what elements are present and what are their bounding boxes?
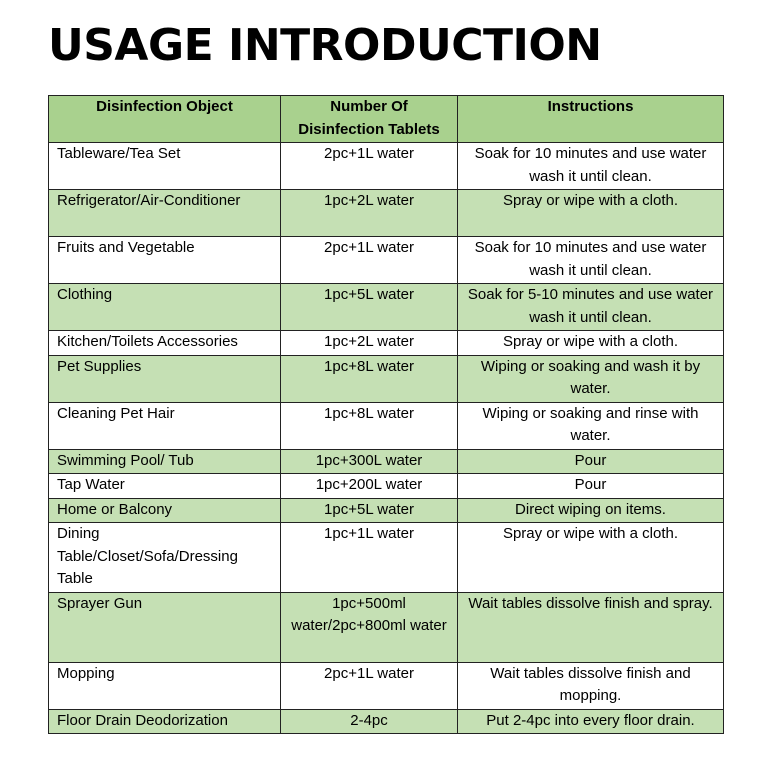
- cell-object: Fruits and Vegetable: [49, 237, 281, 284]
- cell-tablets: 2-4pc: [281, 709, 458, 734]
- header-number-of-tablets: Number Of Disinfection Tablets: [281, 96, 458, 143]
- page-title: USAGE INTRODUCTION: [48, 20, 602, 71]
- cell-instructions: Pour: [458, 449, 724, 474]
- cell-tablets: 1pc+1L water: [281, 523, 458, 593]
- cell-instructions: Spray or wipe with a cloth.: [458, 190, 724, 237]
- table-row: [49, 498, 724, 523]
- cell-object: Clothing: [49, 284, 281, 331]
- cell-tablets: 1pc+5L water: [281, 284, 458, 331]
- cell-tablets: 2pc+1L water: [281, 143, 458, 190]
- cell-tablets: 1pc+8L water: [281, 402, 458, 449]
- table-row: [49, 190, 724, 237]
- table-row: [49, 284, 724, 331]
- cell-object: Dining Table/Closet/Sofa/Dressing Table: [49, 523, 281, 593]
- cell-object: Mopping: [49, 662, 281, 709]
- cell-instructions: Wait tables dissolve finish and mopping.: [458, 662, 724, 709]
- cell-instructions: Soak for 10 minutes and use water wash it until clean.: [458, 237, 724, 284]
- cell-instructions: Spray or wipe with a cloth.: [458, 523, 724, 593]
- table-row: [49, 662, 724, 709]
- cell-tablets: 2pc+1L water: [281, 662, 458, 709]
- table-row: [49, 402, 724, 449]
- cell-object: Tap Water: [49, 474, 281, 499]
- usage-table: [48, 95, 724, 734]
- cell-tablets: 1pc+8L water: [281, 355, 458, 402]
- table-row: [49, 237, 724, 284]
- cell-instructions: Wait tables dissolve finish and spray.: [458, 592, 724, 662]
- cell-object: Sprayer Gun: [49, 592, 281, 662]
- cell-tablets: 1pc+2L water: [281, 331, 458, 356]
- cell-object: Floor Drain Deodorization: [49, 709, 281, 734]
- cell-instructions: Direct wiping on items.: [458, 498, 724, 523]
- cell-object: Cleaning Pet Hair: [49, 402, 281, 449]
- table-row: [49, 331, 724, 356]
- cell-instructions: Spray or wipe with a cloth.: [458, 331, 724, 356]
- cell-instructions: Wiping or soaking and rinse with water.: [458, 402, 724, 449]
- cell-tablets: 1pc+300L water: [281, 449, 458, 474]
- table-row: [49, 474, 724, 499]
- cell-object: Pet Supplies: [49, 355, 281, 402]
- cell-instructions: Wiping or soaking and wash it by water.: [458, 355, 724, 402]
- header-disinfection-object: Disinfection Object: [49, 96, 281, 143]
- table-row: [49, 592, 724, 662]
- cell-object: Tableware/Tea Set: [49, 143, 281, 190]
- cell-object: Refrigerator/Air-Conditioner: [49, 190, 281, 237]
- table-row: [49, 355, 724, 402]
- cell-instructions: Soak for 5-10 minutes and use water wash it until clean.: [458, 284, 724, 331]
- cell-instructions: Put 2-4pc into every floor drain.: [458, 709, 724, 734]
- table-row: [49, 143, 724, 190]
- table-row: [49, 523, 724, 593]
- cell-tablets: 2pc+1L water: [281, 237, 458, 284]
- header-instructions: Instructions: [458, 96, 724, 143]
- cell-tablets: 1pc+2L water: [281, 190, 458, 237]
- cell-instructions: Soak for 10 minutes and use water wash it until clean.: [458, 143, 724, 190]
- cell-object: Home or Balcony: [49, 498, 281, 523]
- cell-tablets: 1pc+5L water: [281, 498, 458, 523]
- cell-tablets: 1pc+500ml water/2pc+800ml water: [281, 592, 458, 662]
- table-row: [49, 449, 724, 474]
- cell-object: Kitchen/Toilets Accessories: [49, 331, 281, 356]
- cell-object: Swimming Pool/ Tub: [49, 449, 281, 474]
- cell-tablets: 1pc+200L water: [281, 474, 458, 499]
- table-header-row: [49, 96, 724, 143]
- table-row: [49, 709, 724, 734]
- cell-instructions: Pour: [458, 474, 724, 499]
